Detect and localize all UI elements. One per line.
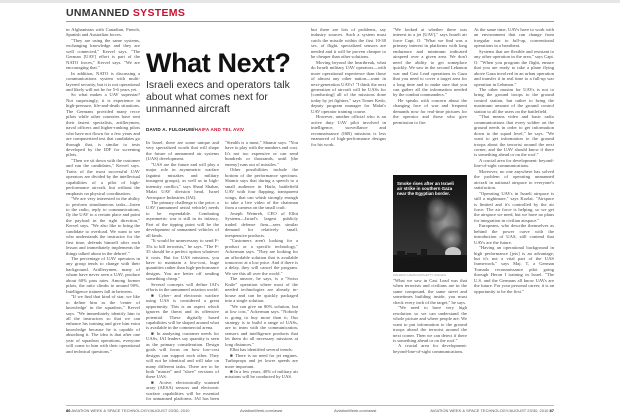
footer-right (430, 408, 554, 413)
paragraph: "We can give an 80% solution, but at low cost," Ackerman says. "Nobody is going to buy more than it; Our strategy is to build a range of UASs, are to team with the communication, sensors and intelligence products that let them do all necessary missions at long distances." (225, 303, 298, 347)
paragraph: Moving beyond the heartbreak, what do Israeli military UAV operators—with more operational experience than those of almost any other nation—want in next-generation UAVs? "I think the next generation of aircraft will be UASs for [conducting] all of the missions done today by jet fighters," says Tomer Kedo, deputy program manager for Malat's UAV operator training course. (311, 59, 386, 114)
paragraph: "We are very interested in the ability to perform simultaneous tasks—listen to the radio, reply to communications, fly the UAV to a certain place and point the payload in the right direction," Kervel says. "We also like to bring the candidate to overload. We want to see who understands the instructor for the first time, defends himself after each lesson and immediately implements the things talked about in the debrief." (66, 196, 140, 256)
paragraph: Other possibilities include the bottom of the performance spectrum. Shamir says that during a speech to a small audience in Haifa, battlefield UAV with four flapping, transparent wings, that can whisk strongly enough to take a live video of the chairman from a camera on the small craft. (225, 167, 298, 211)
section-rule (66, 21, 554, 22)
paragraph: ■ Cyber- and electronic warfare using UAS is considered a great opportunity. This is an aspect which ignores the threat and its offensive potential. These digitally based capabilities will be shaped around what is available in the commercial arena. (146, 292, 219, 331)
paragraph: The answer, he says, is a "Swiss Knife" operation where most of the needed technologies are already in-house and can be quickly packaged into a single solution. (225, 276, 298, 304)
paragraph: The primary challenge is the price; a UAV (unmanned aerial vehicle) needs to be expendable. Combating asymmetric war is still in its infancy. Part of the tipping point will be the development of unmanned vehicles of all kinds. (146, 199, 219, 238)
section-label (66, 7, 185, 19)
paragraph: In addition, NATO is discussing a communications system with multi-layered security, but it is not operational and likely will not be for 5-6 years yet. (66, 70, 140, 92)
paragraph: "They are using the same systems, exchanging knowledge and they are well connected," Kervel says. "The German [UAV] effort is part of the NATO forces," Kervel says. "We are encouraging that." (66, 37, 140, 71)
page-number-right: 87 (549, 408, 554, 413)
paragraph: Moreover, no one anywhere has solved the problem of operating unmanned aircraft in national airspace to everyone's satisfaction. (474, 168, 554, 191)
paragraph: "We looked at whether there was interest in a jet [UAV]," says Israeli air force Capt. O. "What we find was a primary interest in platforms with long endurance and minimum indicated airspeed over a given area. We don't need the ability to get someplace quickly. We saw in the second Lebanon war and Cast Lead operations in Gaza that you need to cover a target area for a long time and to make sure that you can gather all the information needed by the combat commanders." (393, 27, 467, 98)
footer-publication-left: AVIATION WEEK & SPACE TECHNOLOGY/AUGUST 23/30, 2010 (71, 408, 190, 413)
photo-credit: MAHMUD HAMS/AFP/GETTY IMAGES (393, 273, 446, 277)
section-sub: SYSTEMS (132, 7, 186, 19)
paragraph: At the same time, UAVs have to work with an environment that can change from irregular war to full-up, conventional operations in a heartbeat. (474, 27, 554, 49)
column-3 (225, 140, 298, 403)
paragraph: However, another official who is an active duty UAV pilot involved in intelligence, surveillance and reconnaissance (ISR) missions is less enamored of high-performance designs for his work. (311, 114, 386, 147)
section-main: UNMANNED (66, 7, 130, 19)
paragraph: "Stealth is a must," Shamir says. "You have to play with the numbers and cost. It's not too expensive or can send hundreds or thousands, until [the enemy] runs out of missiles." (225, 140, 298, 167)
column-2 (146, 140, 219, 403)
paragraph: "What we saw in Cast Lead was that when terrorists and civilians are in the same compound, the same street and sometimes building inside, you must check every inch of the target," he says. (393, 278, 467, 305)
paragraph: Europeans, who describe themselves as behind the power curve with the introduction of UAS, still contend that UAVs are the future. (474, 223, 554, 245)
byline (146, 127, 244, 132)
byline-location: HAIFA AND TEL AVIV (194, 127, 245, 132)
paragraph: in Afghanistan with Canadian, French, Spanish and Australian forces. (66, 27, 140, 38)
footer-rule (66, 405, 554, 406)
paragraph: "We need to have very high resolution so we can understand the whole picture and where people are. We want to put information to the ground troops ahead the terrorist around the next corner. Then we can detect if there is something ahead or on the roof." (393, 305, 467, 343)
paragraph: "UAS are the future and will play a major role in asymmetric warfare (against mistakes and military insurgent groups), as well as in high-intensity conflict," says Shaul Shahar, Malat UAV division head, Israel Aerospace Industries (IAI). (146, 161, 219, 200)
paragraph: Elbit has identified several trends: (230, 347, 293, 353)
paragraph: "Having an operational background in high performance [jets] is an advantage, but it's not a vital part of the UAS framework," says Maj. T, a German Tornado reconnaissance pilot going through Heron I training in Israel. "The U.S. and the Germans all know UAVs are the future. For your personal career, it is an opportunity to be the first." (474, 245, 554, 294)
paragraph: Systems that are flexible and resistant to any other operation in the area," says Capt. O. "When you program the flight, ensure that you are ready to take a plane flying above Gaza involved in an urban operation and transfer it in real time to a full-up war operation in Lebanon." (474, 48, 554, 87)
paragraph: "Customers aren't looking for a product or a specific technology," Ackerman says. "They are looking for an affordable solution that is available tomorrow at a low price. And if there is a delay, they will cancel the program. We see this all over the world." (225, 238, 298, 276)
paragraph: He speaks with concern about the changing face of war and frequent demands now for real-time pictures for the operator and those who give permission to fire. (393, 97, 467, 125)
paragraph: ■ Active, electronically scanned array (AESA) sensors and electronic warfare capabilities will be essential for unmanned platforms. IAI has been (146, 379, 219, 402)
paragraph: ■ In analyzing customer needs for UASs, IAI leaders say quantity is seen as the primary consideration. Design goals will focus on how low-cost designs can support each other. They will not be identical and will take on many different tasks. There are to be both "master" and "slave" versions of these UAS. (146, 330, 219, 380)
column-5 (393, 27, 467, 171)
paragraph: Joseph Weinreb, CEO of Elbit Systems—Israel's largest publicly traded defense firm—sees similar demand for relatively small, inexpensive products. (225, 210, 298, 238)
news-photo (393, 175, 467, 272)
column-5-continued (393, 278, 467, 403)
paragraph: but there are lots of problems, say industry sources. Such a system must catch the missile within the first 10-30 sec. of flight, specialized sensors are needed and it will be proven cheaper to be cheaper than other solutions. (311, 27, 386, 60)
paragraph: A crucial area for development: beyond-line-of-sight communications. (474, 157, 554, 169)
paragraph: A crucial area for development: beyond-line-of-sight communications. (393, 343, 467, 354)
headline: What Next? (146, 48, 291, 78)
paragraph: "It would be unnecessary to send F-35s to kill terrorists," he says. "The F-35 should be a perfect option whatever it costs. But for UAS missions, you have to maintain a low-cost, huge quantities rather than high-performance designs. You are better off sending something cheap." (146, 238, 219, 282)
paragraph: So what makes a UAV superstar? Not surprisingly, it is experience in high-pressure, life-and-death situations. The Germans provided many recce pilots while other countries have sent their fastest specialists, artillerymen, naval officers and higher-ranking pilots who have not flown for a few years and are computerized test that candidates go through that, is similar to tests developed by the IDF for screening pilots. (66, 92, 140, 158)
column-1 (66, 27, 140, 403)
footer-left (66, 408, 189, 413)
deck: Israeli execs and operators talk about what comes next for unmanned aircraft (146, 80, 290, 115)
paragraph: Several concepts will define IAI's efforts in the unmanned aviation world: (146, 281, 219, 293)
footer-site-right: AviationWeek.com/awst (334, 408, 377, 413)
column-6 (474, 27, 554, 403)
paragraph: "Operating UAVs in Israeli airspace is still a nightmare," says Kozlat. "Airspace is limited and it's controlled by the air force. The air force is helping, so we get the airspace we need, but we have no plans for integration in civilian airspace." (474, 190, 554, 223)
paragraph: "If we find that kind of star, we like to define him as the 'center of knowledge' in the squadron," Kervel says. "We immediately identify him to all the instructors so that we can enhance his training and give him extra knowledge because he is capable of absorbing it. The idea is that after one year of squadron operations, everyone will come to him with their operational and technical questions." (66, 294, 140, 354)
paragraph: In Israel, there are some unique and very specialized words that will shape the future of unmanned air systems (UAS) development. (146, 140, 219, 162)
paragraph: ■ There is no need for jet engines. Turboprops and jet lower speeds are more important. (225, 352, 298, 369)
footer-publication-right: AVIATION WEEK & SPACE TECHNOLOGY/AUGUST 23/30, 2010 (430, 408, 549, 413)
page-number-left: 86 (66, 408, 71, 413)
paragraph: ■ In a few years, 40% of military air missions will be conducted by UAS. (225, 369, 298, 380)
photo-caption: Smoke rises after an Israeli air strike in southern Gaza near the Egyptian border. (397, 181, 454, 197)
top-band (0, 0, 620, 3)
paragraph: "That means video and basic radio communications that every soldier on the ground needs in order to get information down to the squad level," he says. "We want to get information to the ground troops about the terrorist around the next corner, and the UAV should know if there is something ahead or on the roof." (474, 114, 554, 158)
byline-author: DAVID A. FULGHUM/ (146, 127, 195, 132)
column-4 (311, 27, 386, 403)
paragraph: The other maxim for UAVs is not to bring the ground troops to the ground control station, but rather to bring the maximum amount of the ground control station to all the users on the battlefield. (474, 86, 554, 114)
paragraph: The percentage of UAV operators in any group tends to change with their background. Artillerymen, many of whom have never seen a UAV, produce about 60% pass rates. Among former pilots, the ratio climbs to around 90%. Intelligence trainees fall in between. (66, 256, 140, 294)
paragraph: "Then we sit down with the customer and run the candidates," Kervel says. Traits of the most successful UAV operators are divided by the intellectual capabilities of a pilot of high-performance aircraft, but without the emphasis on physical coordination. (66, 157, 140, 196)
footer-site-left: AviationWeek.com/awst (240, 408, 283, 413)
